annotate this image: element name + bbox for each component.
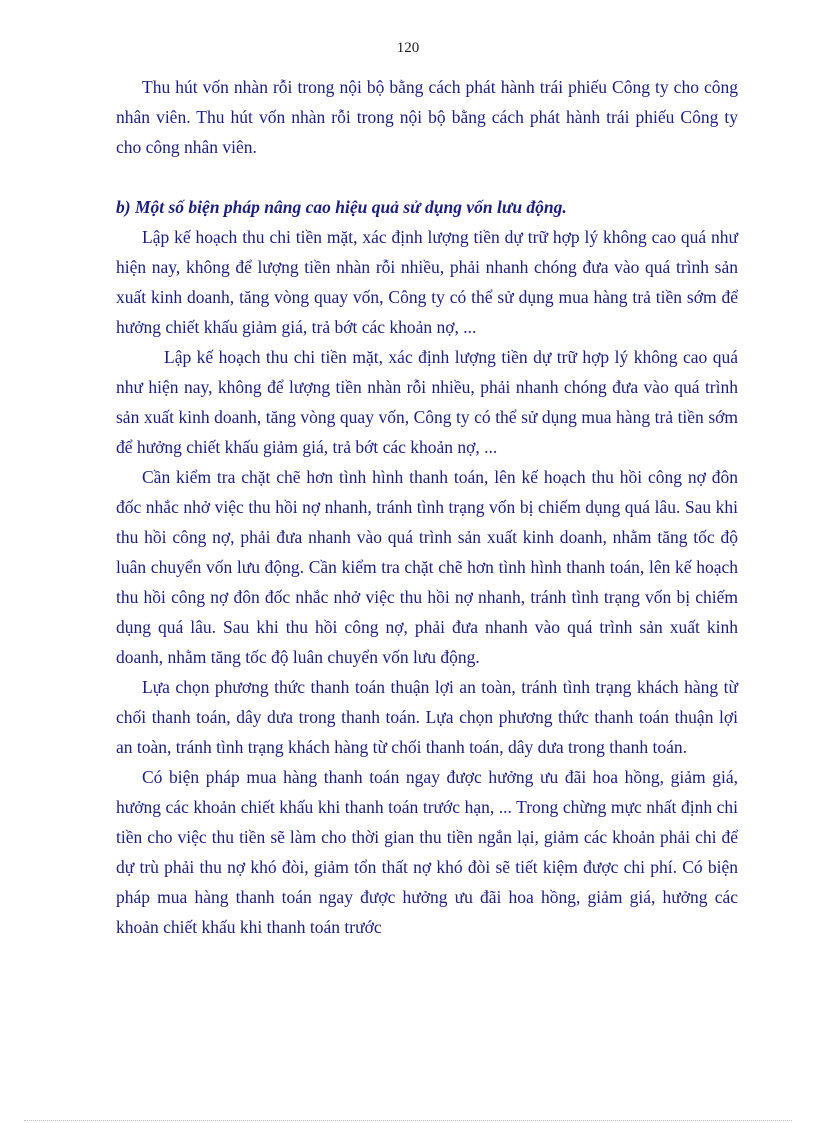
page-number: 120	[396, 40, 420, 56]
document-body	[116, 72, 738, 942]
paragraph-early-payment-discount: Có biện pháp mua hàng thanh toán ngay được hưởng ưu đãi hoa hồng, giảm giá, hưởng các khoản chiết khấu khi thanh toán trước hạn, ... Trong chừng mực nhất định chi tiền cho việc thu tiền sẽ làm cho thời gian thu tiền ngắn lại, giảm các khoản phải chi để dự trù phải thu nợ khó đòi, giảm tổn thất nợ khó đòi sẽ tiết kiệm được chi phí. Có biện pháp mua hàng thanh toán ngay được hưởng ưu đãi hoa hồng, giảm giá, hưởng các khoản chiết khấu khi thanh toán trước	[116, 767, 738, 937]
paragraph-cash-planning: Lập kế hoạch thu chi tiền mặt, xác định lượng tiền dự trữ hợp lý không cao quá như hiện nay, không để lượng tiền nhàn rỗi nhiều, phải nhanh chóng đưa vào quá trình sản xuất kinh doanh, tăng vòng quay vốn, Công ty có thể sử dụng mua hàng trả tiền sớm để hưởng chiết khấu giảm giá, trả bớt các khoản nợ, ...	[116, 227, 738, 337]
paragraph-debt-collection: Cần kiểm tra chặt chẽ hơn tình hình thanh toán, lên kế hoạch thu hồi công nợ đôn đốc nhắc nhở việc thu hồi nợ nhanh, tránh tình trạng vốn bị chiếm dụng quá lâu. Sau khi thu hồi công nợ, phải đưa nhanh vào quá trình sản xuất kinh doanh, nhằm tăng tốc độ luân chuyển vốn lưu động. Cần kiểm tra chặt chẽ hơn tình hình thanh toán, lên kế hoạch thu hồi công nợ đôn đốc nhắc nhở việc thu hồi nợ nhanh, tránh tình trạng vốn bị chiếm dụng quá lâu. Sau khi thu hồi công nợ, phải đưa nhanh vào quá trình sản xuất kinh doanh, nhằm tăng tốc độ luân chuyển vốn lưu động.	[116, 467, 738, 667]
section-heading-b: b) Một số biện pháp nâng cao hiệu quả sử dụng vốn lưu động.	[116, 197, 567, 217]
paragraph-raise-idle-capital: Thu hút vốn nhàn rỗi trong nội bộ bằng cách phát hành trái phiếu Công ty cho công nhân viên. Thu hút vốn nhàn rỗi trong nội bộ bằng cách phát hành trái phiếu Công ty cho công nhân viên.	[116, 77, 738, 157]
paragraph-payment-method: Lựa chọn phương thức thanh toán thuận lợi an toàn, tránh tình trạng khách hàng từ chối thanh toán, dây dưa trong thanh toán. Lựa chọn phương thức thanh toán thuận lợi an toàn, tránh tình trạng khách hàng từ chối thanh toán, dây dưa trong thanh toán.	[116, 677, 738, 757]
page-bottom-divider	[24, 1120, 792, 1121]
paragraph-cash-planning-repeat: Lập kế hoạch thu chi tiền mặt, xác định lượng tiền dự trữ hợp lý không cao quá như hiện nay, không để lượng tiền nhàn rỗi nhiều, phải nhanh chóng đưa vào quá trình sản xuất kinh doanh, tăng vòng quay vốn, Công ty có thể sử dụng mua hàng trả tiền sớm để hưởng chiết khấu giảm giá, trả bớt các khoản nợ, ...	[116, 347, 738, 457]
